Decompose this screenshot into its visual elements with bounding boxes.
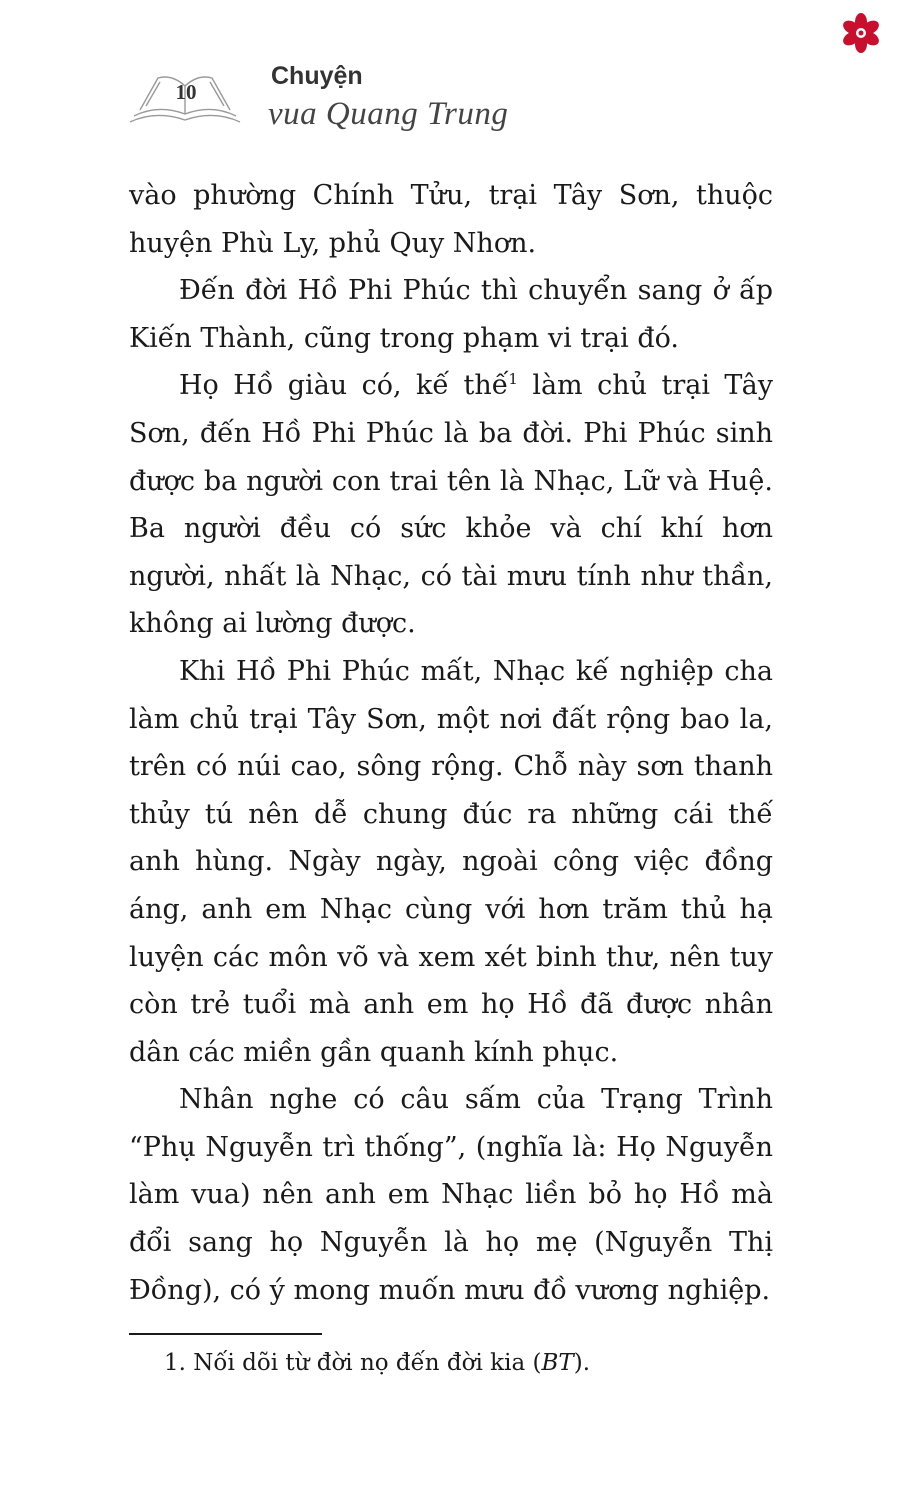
page-number: 10 xyxy=(175,80,197,104)
footnote-divider xyxy=(129,1333,322,1335)
footnote-abbreviation: BT xyxy=(541,1350,574,1376)
paragraph: vào phường Chính Tửu, trại Tây Sơn, thuộc huyện Phù Ly, phủ Quy Nhơn. xyxy=(129,180,773,259)
footnote-marker: 1 xyxy=(508,370,518,389)
footnote xyxy=(164,1350,590,1376)
paragraph: Nhân nghe có câu sấm của Trạng Trình “Phụ Nguyễn trì thống”, (nghĩa là: Họ Nguyễn làm vua) nên anh em Nhạc liền bỏ họ Hồ mà đổi sang họ Nguyễn là họ mẹ (Nguyễn Thị Đồng), có ý mong muốn mưu đồ vương nghiệp. xyxy=(129,1084,773,1306)
paragraph-text: Họ Hồ giàu có, kế thế xyxy=(179,370,509,402)
paragraph xyxy=(129,362,773,648)
paragraph: Đến đời Hồ Phi Phúc thì chuyển sang ở ấp Kiến Thành, cũng trong phạm vi trại đó. xyxy=(129,275,773,354)
book-subtitle: vua Quang Trung xyxy=(268,96,509,132)
publisher-flower-logo xyxy=(838,10,884,56)
footnote-text: 1. Nối dõi từ đời nọ đến đời kia ( xyxy=(164,1350,542,1376)
book-title: Chuyện xyxy=(271,62,363,90)
paragraph: Khi Hồ Phi Phúc mất, Nhạc kế nghiệp cha làm chủ trại Tây Sơn, một nơi đất rộng bao la, trên có núi cao, sông rộng. Chỗ này sơn thanh thủy tú nên dễ chung đúc ra những cái thế anh hùng. Ngày ngày, ngoài công việc đồng áng, anh em Nhạc cùng với hơn trăm thủ hạ luyện các môn võ và xem xét binh thư, nên tuy còn trẻ tuổi mà anh em họ Hồ đã được nhân dân các miền gần quanh kính phục. xyxy=(129,655,773,1068)
paragraph-text: làm chủ trại Tây Sơn, đến Hồ Phi Phúc là ba đời. Phi Phúc sinh được ba người con trai tên là Nhạc, Lữ và Huệ. Ba người đều có sức khỏe và chí khí hơn người, nhất là Nhạc, có tài mưu tính như thần, không ai lường được. xyxy=(129,370,773,640)
footnote-close: ). xyxy=(573,1350,591,1376)
body-text xyxy=(129,172,773,1314)
